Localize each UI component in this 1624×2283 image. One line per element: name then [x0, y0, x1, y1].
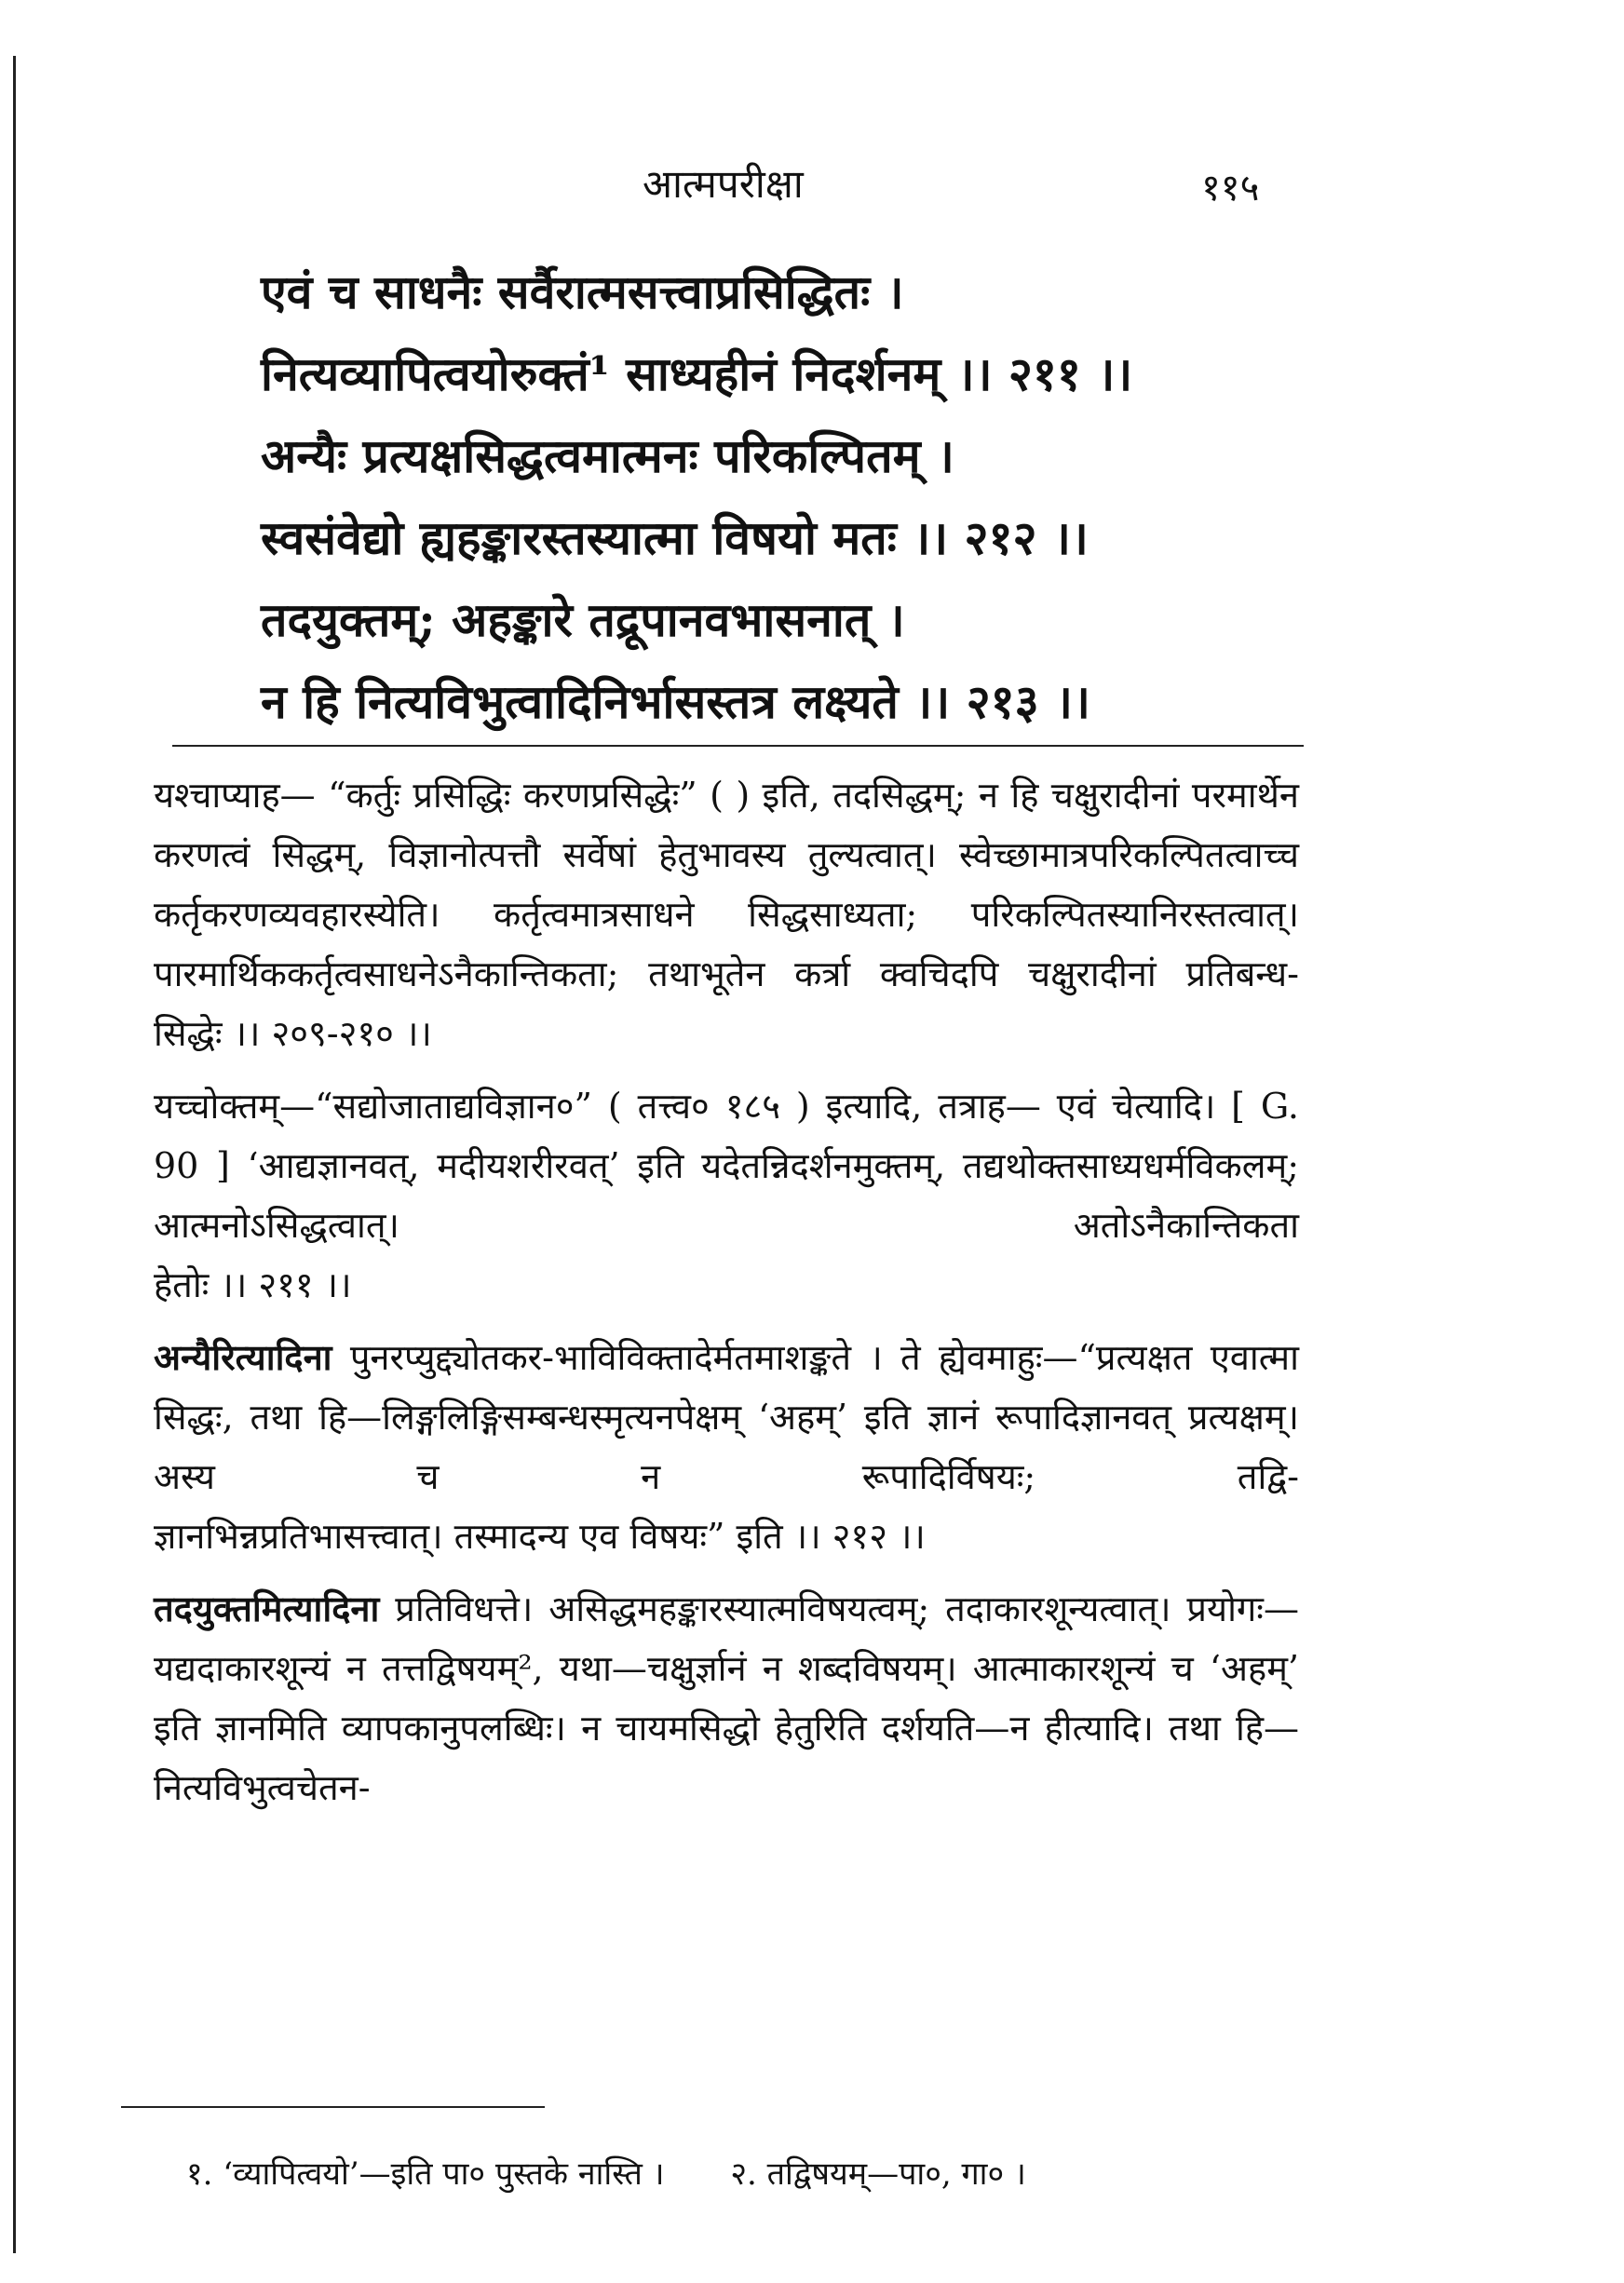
commentary-paragraph — [154, 1579, 1299, 1817]
verse-line: एवं च साधनैः सर्वैरात्मसत्त्वाप्रसिद्धितः । — [261, 264, 904, 319]
verse-line: नित्यव्यापित्वयोरुक्तं¹ साध्यहीनं निदर्शनम् ।। २११ ।। — [261, 346, 1133, 401]
paragraph-lead-word: अन्यैरित्यादिना — [154, 1336, 332, 1378]
verse-line: अन्यैः प्रत्यक्षसिद्धत्वमात्मनः परिकल्पितम् । — [261, 428, 954, 483]
footnote-1: १. ‘व्यापित्वयो’—इति पा० पुस्तके नास्ति । — [186, 2155, 665, 2193]
paragraph-body: यच्चोक्तम्—“सद्योजाताद्यविज्ञान०” ( तत्त्व० १८५ ) इत्यादि, तत्राह— एवं चेत्यादि। [ G. 90 ] ‘आद्यज्ञानवत्, मदीयशरीरवत्’ इति यदेतन्निदर्शनमुक्तम्, तद्यथोक्तसाध्यधर्मविकलम्; आत्मनोऽसिद्धत्वात्। अतोऽनैकान्तिकता — [154, 1086, 1299, 1246]
commentary-paragraph — [154, 1076, 1299, 1315]
footnotes — [186, 2151, 1082, 2194]
paragraph-body: पुनरप्युद्द्योतकर-भाविविक्तादेर्मतमाशङ्कते । ते ह्येवमाहुः—“प्रत्यक्षत एवात्मा सिद्धः, तथा हि—लिङ्गलिङ्गिसम्बन्धस्मृत्यनपेक्षम् ‘अहम्’ इति ज्ञानं रूपादिज्ञानवत् प्रत्यक्षम्। अस्य च न रूपादिर्विषयः; तद्वि- — [154, 1337, 1299, 1497]
paragraph-last-line: ज्ञानभिन्नप्रतिभासत्त्वात्। तस्मादन्य एव विषयः” इति ।। २१२ ।। — [154, 1516, 926, 1557]
paragraph-body: प्रतिविधत्ते। असिद्धमहङ्कारस्यात्मविषयत्वम्; तदाकारशून्यत्वात्। प्रयोगः—यद्यदाकारशून्यं न तत्तद्विषयम्², यथा—चक्षुर्ज्ञानं न शब्दविषयम्। आत्माकारशून्यं च ‘अहम्’ इति ज्ञानमिति व्यापकानुपलब्धिः। न चायमसिद्धो हेतुरिति दर्शयति—न हीत्यादि। तथा हि—नित्यविभुत्वचेतन- — [154, 1588, 1299, 1808]
commentary-paragraph — [154, 1328, 1299, 1566]
commentary — [154, 765, 1299, 1830]
paragraph-lead-word: तदयुक्तमित्यादिना — [154, 1587, 380, 1629]
verse-line: तदयुक्तम्; अहङ्कारे तद्रूपानवभासनात् । — [261, 592, 905, 647]
verse-line: स्वसंवेद्यो ह्यहङ्कारस्तस्यात्मा विषयो मतः ।। २१२ ।। — [261, 510, 1089, 565]
page-number: ११५ — [1201, 167, 1260, 209]
paragraph-last-line: सिद्धेः ।। २०९-२१० ।। — [154, 1013, 432, 1054]
running-title: आत्मपरीक्षा — [643, 161, 804, 207]
commentary-paragraph — [154, 765, 1299, 1063]
paragraph-last-line: हेतोः ।। २११ ।। — [154, 1264, 352, 1305]
footnote-2: २. तद्विषयम्—पा०, गा० । — [730, 2155, 1026, 2193]
verse-separator-rule — [172, 745, 1304, 747]
page-binding-edge — [13, 56, 16, 2253]
footnote-rule — [121, 2106, 545, 2108]
verse-line: न हि नित्यविभुत्वादिनिर्भासस्तत्र लक्ष्यते ।। २१३ ।। — [261, 674, 1090, 729]
paragraph-body: यश्चाप्याह— “कर्तुः प्रसिद्धिः करणप्रसिद्धेः” ( ) इति, तदसिद्धम्; न हि चक्षुरादीनां परमार्थेन करणत्वं सिद्धम्, विज्ञानोत्पत्तौ सर्वेषां हेतुभावस्य तुल्यत्वात्। स्वेच्छामात्रपरिकल्पितत्वाच्च कर्तृकरणव्यवहारस्येति। कर्तृत्वमात्रसाधने सिद्धसाध्यता; परिकल्पितस्यानिरस्तत्वात्। पारमार्थिककर्तृत्वसाधनेऽनैकान्तिकता; तथाभूतेन कर्त्रा क्वचिदपि चक्षुरादीनां प्रतिबन्ध- — [154, 775, 1299, 994]
verse-block — [261, 251, 1322, 743]
